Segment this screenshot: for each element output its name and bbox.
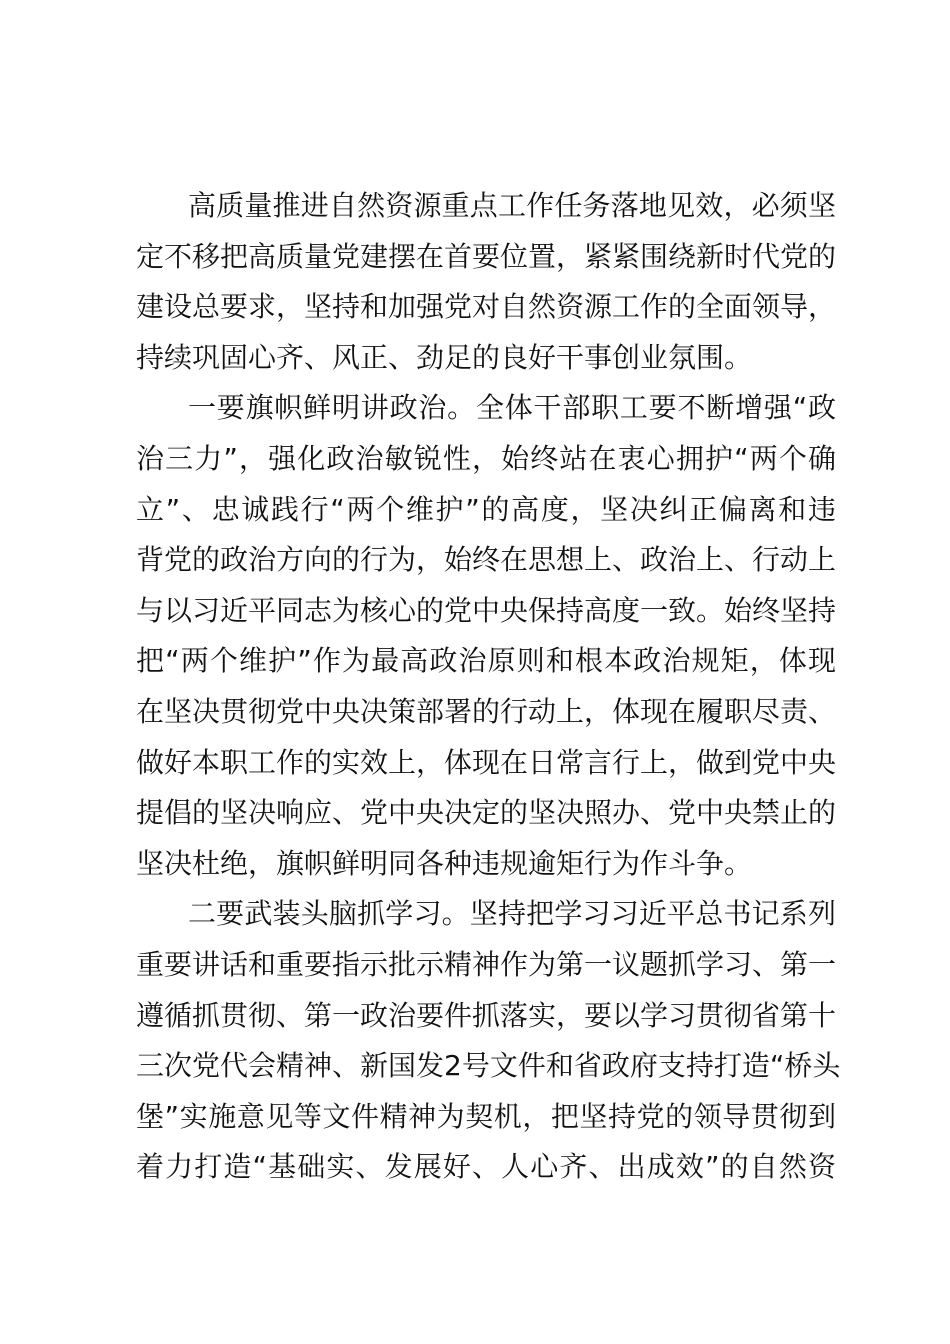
text-line: 着力打造“基础实、发展好、人心齐、出成效”的自然资 [136,1150,836,1184]
text-line: 三次党代会精神、新国发2号文件和省政府支持打造“桥头 [136,1049,841,1083]
text-line: 在坚决贯彻党中央决策部署的行动上，体现在履职尽责、 [136,694,837,728]
text-line: 与以习近平同志为核心的党中央保持高度一致。始终坚持 [136,593,837,627]
text-line: 一要旗帜鲜明讲政治。全体干部职工要不断增强“政 [188,391,836,425]
text-line: 建设总要求，坚持和加强党对自然资源工作的全面领导， [136,290,837,324]
paragraph-study [136,889,841,1193]
text-line: 堡”实施意见等文件精神为契机，把坚持党的领导贯彻到 [136,1099,836,1133]
text-line: 坚决杜绝，旗帜鲜明同各种违规逾矩行为作斗争。 [136,846,753,880]
document-body [136,181,841,1193]
text-line: 治三力”，强化政治敏锐性，始终站在衷心拥护“两个确 [136,441,836,475]
text-line: 遵循抓贯彻、第一政治要件抓落实，要以学习贯彻省第十 [136,998,837,1032]
text-line: 做好本职工作的实效上，体现在日常言行上，做到党中央 [136,745,837,779]
text-line: 背党的政治方向的行为，始终在思想上、政治上、行动上 [136,543,837,577]
paragraph-politics [136,383,836,889]
text-line: 把“两个维护”作为最高政治原则和根本政治规矩，体现 [136,644,836,678]
paragraph-intro [136,181,836,383]
text-line: 重要讲话和重要指示批示精神作为第一议题抓学习、第一 [136,947,837,981]
text-line: 定不移把高质量党建摆在首要位置，紧紧围绕新时代党的 [136,239,837,273]
text-line: 立”、忠诚践行“两个维护”的高度，坚决纠正偏离和违 [136,492,836,526]
text-line: 提倡的坚决响应、党中央决定的坚决照办、党中央禁止的 [136,796,837,830]
text-line: 持续巩固心齐、风正、劲足的良好干事创业氛围。 [136,340,753,374]
text-line: 二要武装头脑抓学习。坚持把学习习近平总书记系列 [188,897,836,931]
text-line: 高质量推进自然资源重点工作任务落地见效，必须坚 [188,189,836,222]
